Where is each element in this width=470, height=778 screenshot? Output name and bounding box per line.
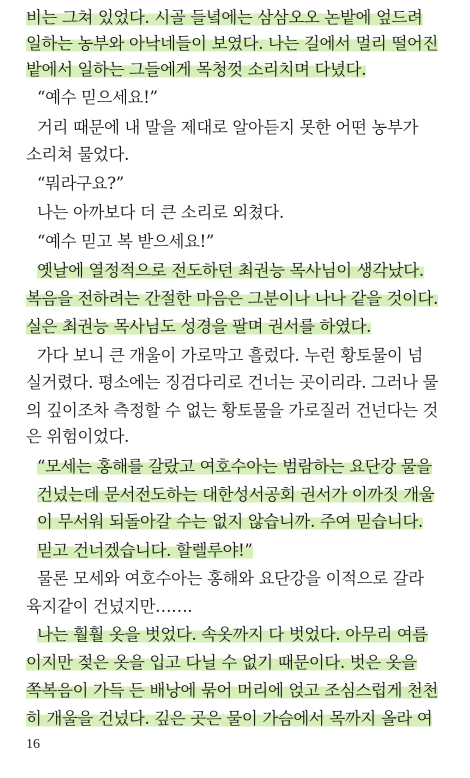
text-line bbox=[26, 57, 446, 83]
text-line bbox=[26, 509, 457, 535]
text-line-content: “예수 믿으세요!” bbox=[37, 88, 158, 107]
text-line bbox=[26, 314, 446, 340]
text-line-content: 비는 그쳐 있었다. 시골 들녘에는 삼삼오오 논밭에 엎드려 bbox=[26, 8, 423, 27]
text-line-content: “뭐라구요?” bbox=[37, 174, 124, 193]
text-line-content: 소리쳐 물었다. bbox=[26, 145, 130, 164]
text-line-content: 밭에서 일하는 그들에게 목청껏 소리치며 다녔다. bbox=[26, 60, 367, 79]
text-line-content: 실거렸다. 평소에는 징검다리로 건너는 곳이리라. 그러나 물 bbox=[26, 373, 439, 392]
page-number: 16 bbox=[26, 737, 40, 752]
text-line bbox=[26, 31, 446, 57]
text-line bbox=[26, 229, 457, 255]
text-line-content: 이 무서워 되돌아갈 수는 없지 않습니까. 주여 믿습니다. bbox=[37, 512, 423, 531]
text-line bbox=[26, 142, 446, 168]
text-line bbox=[26, 370, 446, 396]
text-line-content: 물론 모세와 여호수아는 홍해와 요단강을 이적으로 갈라 bbox=[37, 569, 424, 588]
text-line bbox=[26, 115, 457, 141]
text-line-content: 믿고 건너겠습니다. 할렐루야!” bbox=[37, 541, 253, 560]
text-line bbox=[26, 650, 446, 676]
text-line bbox=[26, 594, 446, 620]
text-line-content: 실은 최권능 목사님도 성경을 팔며 권서를 하였다. bbox=[26, 317, 372, 336]
text-line bbox=[26, 286, 446, 312]
text-line-content: 의 깊이조차 측정할 수 없는 황토물을 가로질러 건넌다는 것 bbox=[26, 401, 439, 420]
text-line-content: 히 개울을 건넜다. 깊은 곳은 물이 가슴에서 목까지 올라 여 bbox=[26, 709, 433, 728]
text-line-content: 가다 보니 큰 개울이 가로막고 흘렀다. 누런 황토물이 넘 bbox=[37, 346, 423, 365]
text-line bbox=[26, 343, 457, 369]
text-line bbox=[26, 398, 446, 424]
text-line bbox=[26, 424, 446, 450]
text-line bbox=[26, 85, 457, 111]
text-line bbox=[26, 678, 446, 704]
text-line bbox=[26, 171, 457, 197]
text-line bbox=[26, 622, 457, 648]
text-line-content: 건넜는데 문서전도하는 대한성서공회 권서가 이까짓 개울 bbox=[37, 485, 435, 504]
text-line-content: 육지같이 건넜지만……. bbox=[26, 597, 193, 616]
text-line bbox=[26, 482, 457, 508]
text-line bbox=[26, 454, 457, 480]
text-line-content: 이지만 젖은 옷을 입고 다닐 수 없기 때문이다. 벗은 옷을 bbox=[26, 653, 417, 672]
text-line-content: 나는 훨훨 옷을 벗었다. 속옷까지 다 벗었다. 아무리 여름 bbox=[37, 625, 428, 644]
text-line-content: “예수 믿고 복 받으세요!” bbox=[37, 232, 214, 251]
text-line bbox=[26, 538, 457, 564]
text-line-content: 쪽복음이 가득 든 배낭에 묶어 머리에 얹고 조심스럽게 천천 bbox=[26, 681, 439, 700]
text-line-content: 거리 때문에 내 말을 제대로 알아듣지 못한 어떤 농부가 bbox=[37, 118, 419, 137]
text-line-content: 은 위험이었다. bbox=[26, 427, 130, 446]
text-line-content: 복음을 전하려는 간절한 마음은 그분이나 나나 같을 것이다. bbox=[26, 289, 439, 308]
text-line bbox=[26, 5, 446, 31]
text-line bbox=[26, 566, 457, 592]
text-line bbox=[26, 706, 446, 732]
text-line-content: 나는 아까보다 더 큰 소리로 외쳤다. bbox=[37, 203, 284, 222]
text-line-content: “모세는 홍해를 갈랐고 여호수아는 범람하는 요단강 물을 bbox=[37, 457, 432, 476]
text-line bbox=[26, 258, 457, 284]
text-line-content: 옛날에 열정적으로 전도하던 최권능 목사님이 생각났다. bbox=[37, 261, 424, 280]
text-line bbox=[26, 200, 457, 226]
text-line-content: 일하는 농부와 아낙네들이 보였다. 나는 길에서 멀리 떨어진 bbox=[26, 34, 439, 53]
